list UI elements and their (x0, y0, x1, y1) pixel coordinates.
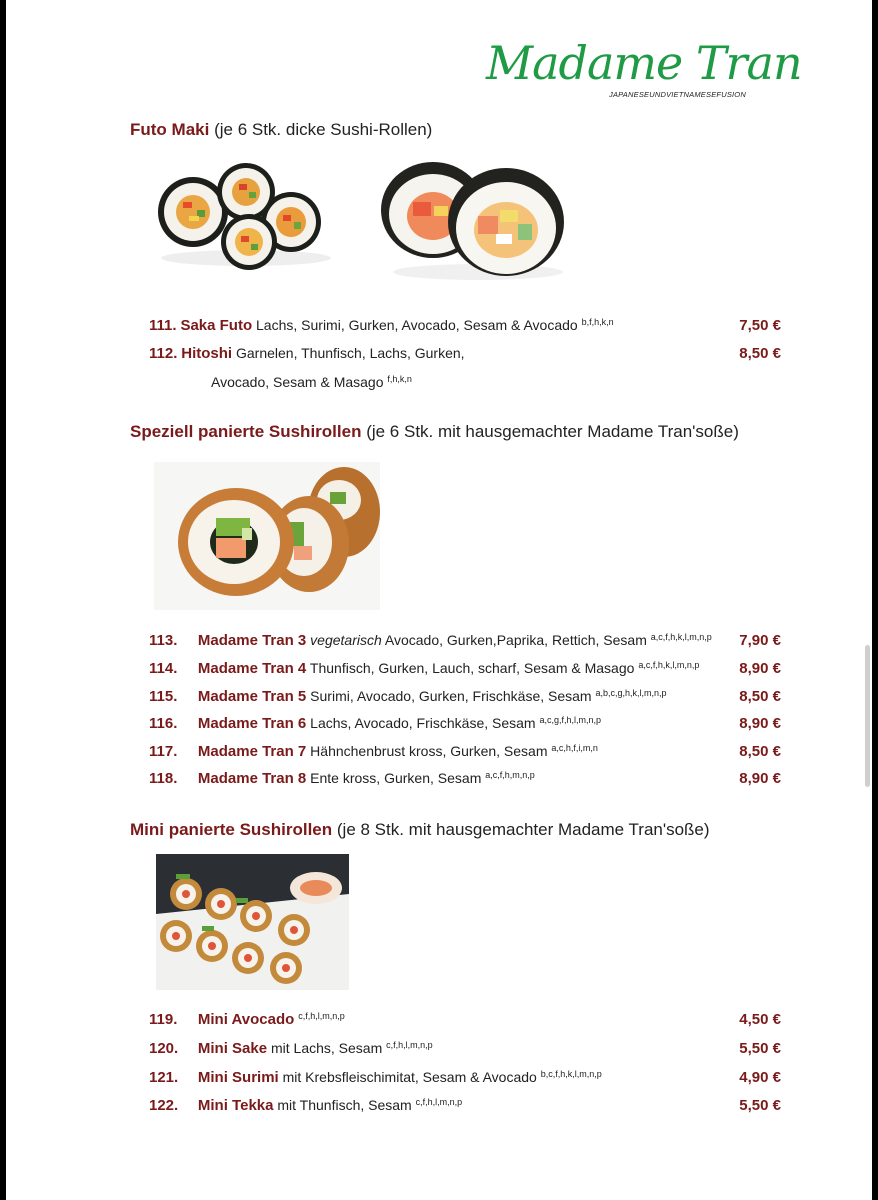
item-number: 115. (149, 688, 178, 705)
item-number: 113. (149, 632, 178, 649)
item-allergens: a,c,g,f,h,l,m,n,p (539, 715, 602, 725)
item-name: Mini Avocado (197, 1011, 295, 1028)
item-number: 120. (149, 1040, 179, 1057)
item-allergens: a,c,f,h,k,l,m,n,p (650, 632, 712, 642)
item-name: Madame Tran 6 (197, 715, 307, 732)
menu-page (6, 0, 872, 1200)
futo-maki-photo-1 (151, 160, 336, 270)
item-description-continued: Avocado, Sesam & Masago (211, 374, 384, 390)
item-description: Hähnchenbrust kross, Gurken, Sesam (310, 743, 548, 759)
logo-tagline: JAPANESEUNDVIETNAMESEFUSION (609, 90, 746, 99)
section-heading-mini-panierte (130, 820, 710, 840)
item-allergens: a,c,f,h,k,l,m,n,p (638, 660, 700, 670)
panierte-sushi-photo (154, 462, 380, 610)
section-heading-futo-maki (130, 120, 432, 140)
item-description: Ente kross, Gurken, Sesam (310, 770, 482, 786)
item-price: 8,50 € (739, 743, 781, 760)
item-name: Saka Futo (180, 317, 253, 334)
item-price: 8,90 € (739, 660, 781, 677)
item-price: 7,50 € (739, 317, 781, 334)
vertical-scrollbar-thumb[interactable] (865, 645, 870, 787)
item-tag: vegetarisch (310, 632, 382, 648)
item-name: Mini Surimi (197, 1069, 279, 1086)
section-title: Mini panierte Sushirollen (130, 820, 333, 839)
item-allergens: a,c,f,h,m,n,p (485, 770, 535, 780)
menu-item-112-continued (211, 374, 412, 390)
item-allergens: a,c,h,f,i,m,n (551, 743, 598, 753)
item-number: 112. (149, 345, 178, 362)
item-number: 117. (149, 743, 178, 760)
menu-item-120 (149, 1040, 789, 1057)
menu-item-114 (149, 660, 789, 677)
item-description: Lachs, Avocado, Frischkäse, Sesam (310, 715, 536, 731)
menu-item-112 (149, 345, 789, 362)
item-description: Lachs, Surimi, Gurken, Avocado, Sesam & Avocado (256, 317, 578, 333)
menu-item-122 (149, 1097, 789, 1114)
item-allergens: a,b,c,g,h,k,l,m,n,p (595, 688, 667, 698)
menu-item-115 (149, 688, 789, 705)
item-description: mit Thunfisch, Sesam (277, 1097, 412, 1113)
item-price: 8,50 € (739, 345, 781, 362)
menu-item-113 (149, 632, 789, 649)
item-description: Garnelen, Thunfisch, Lachs, Gurken, (236, 345, 465, 361)
section-subtitle: (je 6 Stk. dicke Sushi-Rollen) (214, 120, 433, 139)
item-price: 4,90 € (739, 1069, 781, 1086)
item-description: mit Krebsfleischimitat, Sesam & Avocado (282, 1069, 537, 1085)
item-description: Avocado, Gurken,Paprika, Rettich, Sesam (384, 632, 647, 648)
item-allergens: f,h,k,n (387, 374, 412, 384)
mini-sushi-photo (156, 854, 349, 990)
menu-item-111 (149, 317, 789, 334)
item-price: 4,50 € (739, 1011, 781, 1028)
item-allergens: c,f,h,l,m,n,p (415, 1097, 463, 1107)
section-subtitle: (je 6 Stk. mit hausgemachter Madame Tran'soße) (366, 422, 739, 441)
item-price: 8,50 € (739, 688, 781, 705)
item-allergens: b,c,f,h,k,l,m,n,p (540, 1069, 602, 1079)
item-allergens: c,f,h,l,m,n,p (298, 1011, 345, 1021)
menu-item-121 (149, 1069, 789, 1086)
item-description: mit Lachs, Sesam (270, 1040, 383, 1056)
item-name: Madame Tran 3 (197, 632, 307, 649)
item-price: 7,90 € (739, 632, 781, 649)
item-name: Mini Tekka (197, 1097, 274, 1114)
item-name: Madame Tran 4 (197, 660, 307, 677)
logo-name: Madame Tran (486, 36, 802, 90)
menu-item-116 (149, 715, 789, 732)
item-name: Mini Sake (197, 1040, 268, 1057)
item-number: 116. (149, 715, 178, 732)
futo-maki-photo-2 (378, 160, 568, 285)
item-price: 8,90 € (739, 715, 781, 732)
menu-item-118 (149, 770, 789, 787)
item-name: Hitoshi (181, 345, 233, 362)
logo (486, 36, 802, 106)
item-allergens: b,f,h,k,n (581, 317, 614, 327)
item-number: 121. (149, 1069, 179, 1086)
section-heading-panierte (130, 422, 739, 442)
item-number: 111. (149, 317, 177, 334)
item-name: Madame Tran 7 (197, 743, 307, 760)
item-number: 118. (149, 770, 178, 787)
item-description: Thunfisch, Gurken, Lauch, scharf, Sesam & Masago (309, 660, 635, 676)
menu-item-117 (149, 743, 789, 760)
item-number: 119. (149, 1011, 178, 1028)
item-number: 122. (149, 1097, 179, 1114)
item-name: Madame Tran 8 (197, 770, 307, 787)
item-allergens: c,f,h,l,m,n,p (386, 1040, 433, 1050)
section-title: Speziell panierte Sushirollen (130, 422, 362, 441)
section-title: Futo Maki (130, 120, 210, 139)
item-price: 8,90 € (739, 770, 781, 787)
item-price: 5,50 € (739, 1097, 781, 1114)
item-description: Surimi, Avocado, Gurken, Frischkäse, Sesam (310, 688, 592, 704)
item-price: 5,50 € (739, 1040, 781, 1057)
menu-item-119 (149, 1011, 789, 1028)
item-name: Madame Tran 5 (197, 688, 307, 705)
item-number: 114. (149, 660, 178, 677)
section-subtitle: (je 8 Stk. mit hausgemachter Madame Tran'soße) (336, 820, 710, 839)
